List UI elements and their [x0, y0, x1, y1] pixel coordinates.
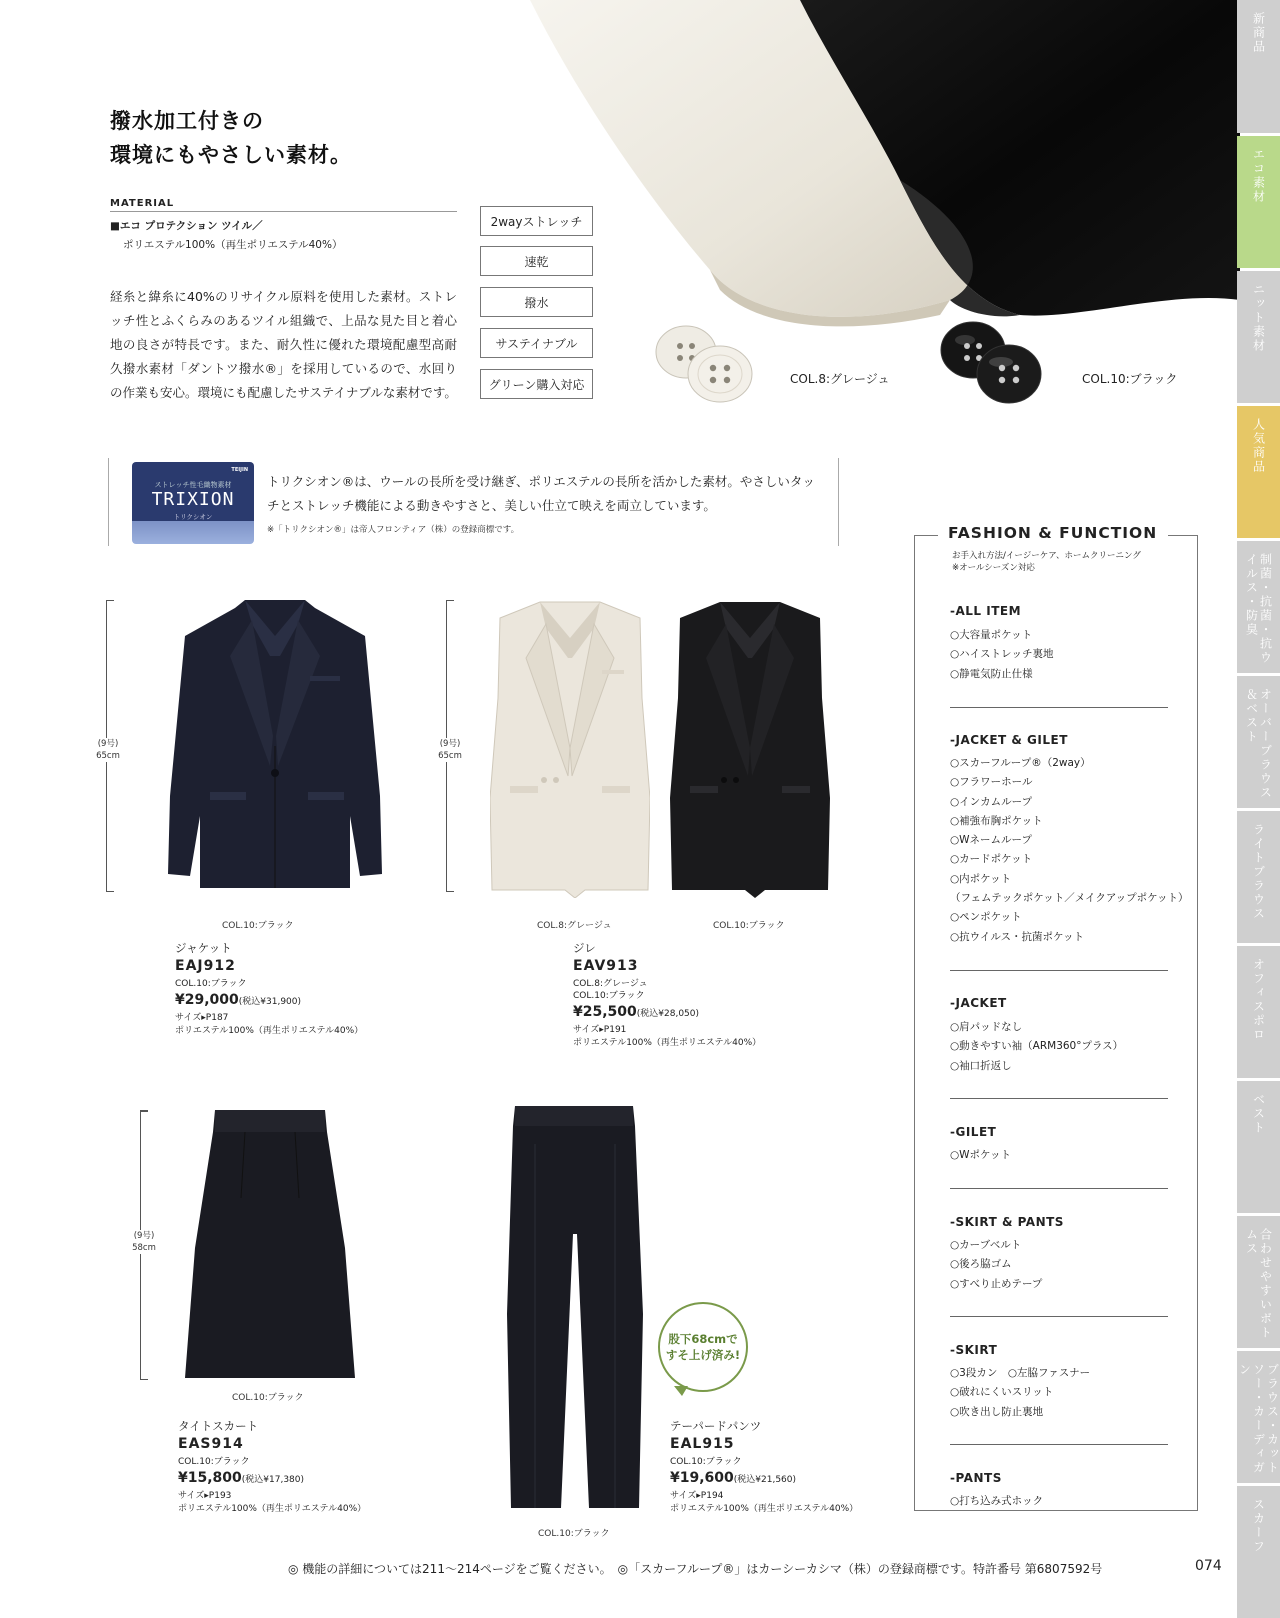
feature-item: ○肩パッドなし	[950, 1021, 1023, 1033]
care-method: お手入れ方法/イージーケア、ホームクリーニング	[952, 551, 1141, 561]
color-label-greige: COL.8:グレージュ	[790, 372, 890, 386]
jacket-code: EAJ912	[175, 958, 236, 974]
pants-name: テーパードパンツ	[670, 1419, 762, 1433]
section-divider	[950, 970, 1168, 971]
greige-buttons-image	[650, 318, 760, 406]
hemmed-badge	[658, 1302, 748, 1392]
price-value: ¥19,600	[670, 1470, 734, 1486]
skirt-color-0: COL.10:ブラック	[178, 1457, 250, 1467]
gilet-price	[573, 1004, 699, 1020]
feature-item: ○3段カン ○左脇ファスナー	[950, 1367, 1091, 1379]
price-tax: (税込¥21,560)	[733, 1475, 797, 1485]
price-value: ¥29,000	[175, 992, 239, 1008]
section-items	[950, 626, 1053, 684]
gilet-photo-color-black: COL.10:ブラック	[713, 921, 785, 931]
section-divider	[950, 1098, 1168, 1099]
panel-title: FASHION & FUNCTION	[948, 524, 1158, 542]
measure-size: (9号)	[97, 739, 119, 749]
tab-antibacterial[interactable]	[1237, 541, 1280, 673]
material-description: 経糸と緯糸に40%のリサイクル原料を使用した素材。ストレッチ性とふくらみのあるツイル組織で、上品な見た目と着心地の良さが特長です。また、耐久性に優れた環境配慮型高耐久撥水素材「ダントツ撥水®」を採用しているので、水回りの作業も安心。環境にも配慮したサステイナブルな素材です。	[110, 289, 457, 400]
teijin-mark: TEIJIN	[231, 467, 248, 473]
jacket-color-0: COL.10:ブラック	[175, 979, 247, 989]
trixion-logo	[132, 462, 254, 544]
section-divider	[950, 1444, 1168, 1445]
gilet-name: ジレ	[573, 941, 596, 955]
skirt-size-link[interactable]: サイズ▸P193	[178, 1491, 232, 1501]
fabric-swatch-image	[520, 0, 1240, 340]
skirt-measure-label	[124, 1230, 164, 1254]
tab-label: 新商品	[1251, 12, 1266, 54]
color-label-black: COL.10:ブラック	[1082, 372, 1178, 386]
feature-item: ○動きやすい袖（ARM360°プラス）	[950, 1040, 1124, 1053]
jacket-photo	[160, 596, 390, 896]
feature-item: ○後ろ脇ゴム	[950, 1258, 1012, 1271]
section-title: -JACKET	[950, 996, 1007, 1010]
trixion-bracket-right	[838, 458, 839, 546]
measure-length: 65cm	[96, 751, 120, 761]
season-note: ※オールシーズン対応	[952, 563, 1035, 573]
tab-label: スカーフ	[1251, 1498, 1266, 1554]
feature-item: ○袖口折返し	[950, 1059, 1012, 1072]
trixion-description: トリクシオン®は、ウールの長所を受け継ぎ、ポリエステルの長所を活かした素材。やさしいタッチとストレッチ機能による動きやすさと、美しい仕立て映えを両立しています。	[267, 474, 815, 513]
feature-item: （フェムテックポケット／メイクアップポケット）	[950, 892, 1189, 905]
gilet-color-1: COL.10:ブラック	[573, 991, 645, 1001]
feature-item: ○静電気防止仕様	[950, 667, 1033, 680]
tab-label: ニット素材	[1251, 283, 1266, 353]
measure-size: (9号)	[133, 1231, 155, 1241]
pants-price	[670, 1470, 796, 1486]
gilet-color-0: COL.8:グレージュ	[573, 979, 648, 989]
price-tax: (税込¥17,380)	[241, 1475, 305, 1485]
feature-item: ○インカムループ	[950, 795, 1033, 808]
section-items	[950, 754, 1189, 947]
gilet-photo-color-greige: COL.8:グレージュ	[537, 921, 612, 931]
feature-item: ○Wネームループ	[950, 834, 1033, 847]
section-items	[950, 1364, 1090, 1422]
skirt-price	[178, 1470, 304, 1486]
section-items	[950, 1492, 1043, 1511]
feature-item: ○スカーフループ®（2way）	[950, 757, 1091, 769]
trixion-logo-main: TRIXION	[151, 489, 235, 510]
panel-border	[914, 535, 938, 536]
feature-item: ○カードポケット	[950, 853, 1033, 866]
feature-item: ○内ポケット	[950, 872, 1012, 885]
jacket-name: ジャケット	[175, 941, 232, 955]
pants-photo	[505, 1104, 645, 1514]
jacket-measure-label	[88, 738, 128, 762]
trixion-trademark-note: ※「トリクシオン®」は帝人フロンティア（株）の登録商標です。	[267, 525, 520, 535]
price-value: ¥25,500	[573, 1004, 637, 1020]
black-buttons-image	[935, 316, 1047, 408]
tab-light-blouse[interactable]	[1237, 811, 1280, 943]
feature-item: ○打ち込み式ホック	[950, 1495, 1044, 1507]
tab-label: エコ素材	[1251, 148, 1266, 204]
price-tax: (税込¥31,900)	[238, 997, 302, 1007]
material-composition: ポリエステル100%（再生ポリエステル40%）	[123, 239, 343, 251]
headline-line2: 環境にもやさしい素材。	[110, 143, 352, 167]
feature-item: ○ハイストレッチ裏地	[950, 648, 1054, 661]
skirt-material: ポリエステル100%（再生ポリエステル40%）	[178, 1504, 367, 1514]
section-title: -PANTS	[950, 1471, 1002, 1485]
tab-popular[interactable]	[1237, 406, 1280, 538]
tab-over-blouse-vest[interactable]	[1237, 676, 1280, 808]
section-divider	[950, 707, 1168, 708]
tab-label: 人気商品	[1251, 418, 1266, 474]
measure-size: (9号)	[439, 739, 461, 749]
tab-blouse-cutsew-cardigan[interactable]	[1237, 1351, 1280, 1483]
gilet-greige-photo	[490, 598, 650, 898]
section-title: -SKIRT & PANTS	[950, 1215, 1064, 1229]
tab-office-polo[interactable]	[1237, 946, 1280, 1078]
tab-label: ライトブラウス	[1251, 823, 1266, 921]
gilet-measure-label	[430, 738, 470, 762]
panel-border	[1168, 535, 1198, 536]
feature-tag: サステイナブル	[480, 328, 593, 358]
pants-material: ポリエステル100%（再生ポリエステル40%）	[670, 1504, 859, 1514]
feature-item: ○すべり止めテープ	[950, 1277, 1043, 1290]
section-title: -SKIRT	[950, 1343, 998, 1357]
trixion-bracket-left	[108, 458, 109, 546]
feature-item: ○抗ウイルス・抗菌ポケット	[950, 930, 1085, 943]
gilet-material: ポリエステル100%（再生ポリエステル40%）	[573, 1038, 762, 1048]
feature-item: ○吹き出し防止裏地	[950, 1405, 1044, 1418]
tab-bottoms[interactable]	[1237, 1216, 1280, 1348]
badge-line1: 股下68cmで	[668, 1332, 738, 1346]
pants-color-0: COL.10:ブラック	[670, 1457, 742, 1467]
trixion-logo-sub: トリクシオン	[173, 513, 213, 521]
feature-item: ○Wポケット	[950, 1149, 1012, 1161]
tab-label: ベスト	[1251, 1093, 1266, 1135]
footer-note: ◎ 機能の詳細については211〜214ページをご覧ください。 ◎「スカーフループ®」はカーシーカシマ（株）の登録商標です。特許番号 第6807592号	[288, 1562, 1103, 1576]
headline-line1: 撥水加工付きの	[110, 109, 264, 133]
tab-eco-material[interactable]	[1237, 136, 1280, 268]
tab-label: 制菌・抗菌・抗ウイルス・防臭	[1244, 553, 1273, 665]
feature-item: ○ペンポケット	[950, 911, 1022, 924]
tab-vest[interactable]	[1237, 1081, 1280, 1213]
feature-tag: グリーン購入対応	[480, 369, 593, 399]
section-items	[950, 1146, 1011, 1165]
tab-label: オーバーブラウス＆ベスト	[1244, 688, 1273, 800]
gilet-code: EAV913	[573, 958, 639, 974]
skirt-photo	[185, 1108, 355, 1382]
pants-size-link[interactable]: サイズ▸P194	[670, 1491, 724, 1501]
pants-photo-color: COL.10:ブラック	[538, 1529, 610, 1539]
badge-line2: すそ上げ済み!	[665, 1348, 741, 1362]
panel-subtitle	[952, 550, 1141, 574]
skirt-code: EAS914	[178, 1436, 244, 1452]
page-number: 074	[1195, 1558, 1222, 1574]
material-label: MATERIAL	[110, 198, 175, 209]
trixion-logo-top: ストレッチ性毛織物素材	[154, 481, 232, 489]
section-title: -GILET	[950, 1125, 997, 1139]
feature-item: ○大容量ポケット	[950, 629, 1033, 641]
measure-length: 58cm	[132, 1243, 156, 1253]
feature-item: ○カーブベルト	[950, 1239, 1022, 1251]
feature-tag: 速乾	[480, 246, 593, 276]
gilet-black-photo	[670, 598, 830, 898]
skirt-photo-color: COL.10:ブラック	[232, 1393, 304, 1403]
section-items	[950, 1236, 1042, 1294]
jacket-size-link[interactable]: サイズ▸P187	[175, 1013, 229, 1023]
jacket-material: ポリエステル100%（再生ポリエステル40%）	[175, 1026, 364, 1036]
jacket-price	[175, 992, 301, 1008]
section-title: -ALL ITEM	[950, 604, 1022, 618]
gilet-size-link[interactable]: サイズ▸P191	[573, 1025, 627, 1035]
material-divider	[110, 211, 457, 212]
feature-item: ○破れにくいスリット	[950, 1386, 1054, 1399]
tab-label: オフィスポロ	[1251, 958, 1266, 1042]
feature-item: ○補強布胸ポケット	[950, 814, 1043, 827]
pants-code: EAL915	[670, 1436, 735, 1452]
measure-length: 65cm	[438, 751, 462, 761]
section-divider	[950, 1188, 1168, 1189]
headline	[110, 104, 352, 172]
feature-item: ○フラワーホール	[950, 776, 1033, 789]
tab-label: ブラウス・カットソー・カーディガン	[1237, 1363, 1280, 1475]
skirt-name: タイトスカート	[178, 1419, 259, 1433]
price-tax: (税込¥28,050)	[636, 1009, 700, 1019]
material-name: ■エコ プロテクション ツイル／	[110, 220, 263, 232]
section-divider	[950, 1316, 1168, 1317]
tab-knit-material[interactable]	[1237, 271, 1280, 403]
feature-tag: 撥水	[480, 287, 593, 317]
tab-new-products[interactable]	[1237, 0, 1280, 133]
section-title: -JACKET & GILET	[950, 733, 1068, 747]
price-value: ¥15,800	[178, 1470, 242, 1486]
tab-scarf[interactable]	[1237, 1486, 1280, 1618]
section-items	[950, 1018, 1123, 1076]
feature-tag: 2wayストレッチ	[480, 206, 593, 236]
jacket-photo-color: COL.10:ブラック	[222, 921, 294, 931]
tab-label: 合わせやすいボトムス	[1244, 1228, 1273, 1340]
